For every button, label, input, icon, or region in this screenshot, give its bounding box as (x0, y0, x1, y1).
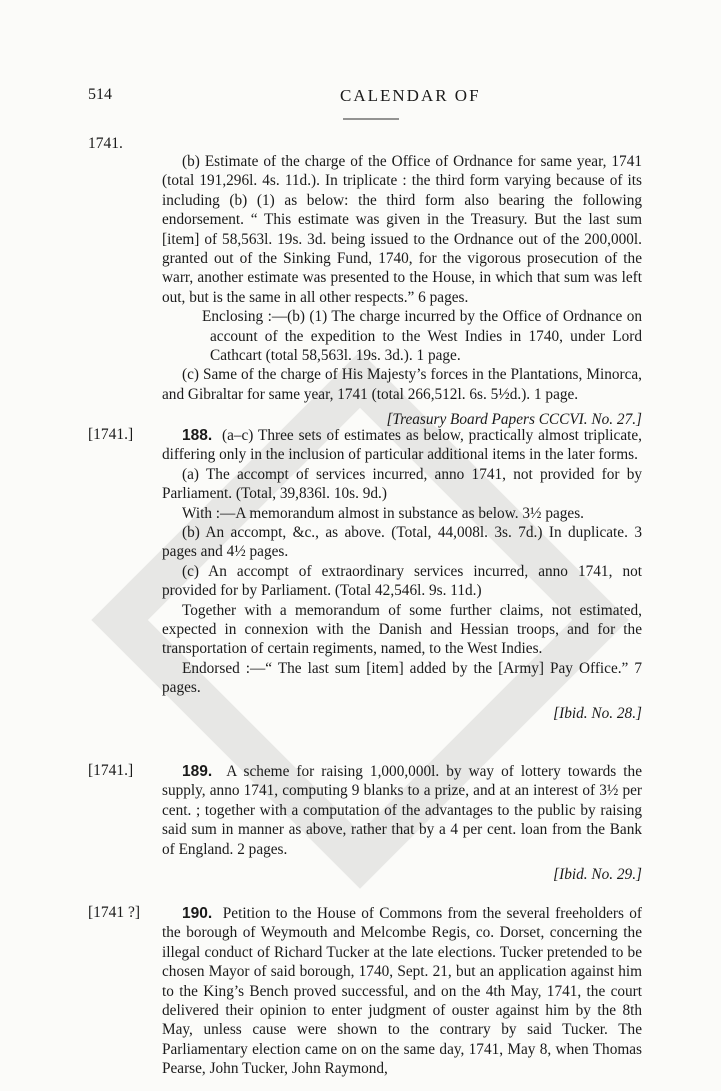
entry-189-text: A scheme for raising 1,000,000l. by way of lottery towards the supply, anno 1741, computing 9 blanks to a prize, and at an interest of 3½ per cent. ; together with a computation of the advantages to the public by raising said sum in manner as above, rather that by a 4 per cent. loan from the Bank of England. 2 pages. (162, 763, 642, 858)
page-number: 514 (88, 86, 112, 103)
item-c: (c) An accompt of extraordinary services incurred, anno 1741, not provided for by Parliament. (Total 42,546l. 9s. 11d.) (162, 562, 642, 600)
estimate-c: (c) Same of the charge of His Majesty’s forces in the Plantations, Minorca, and Gibraltar for same year, 1741 (total 266,512l. 6s. 5½d.). 1 page. (162, 366, 642, 403)
header-rule (343, 118, 399, 120)
enclosing-note: Enclosing :—(b) (1) The charge incurred by the Office of Ordnance on account of the expedition to the West Indies in 1740, under Lord Cathcart (total 58,563l. 19s. 3d.). 1 page. (202, 308, 642, 365)
estimate-b: (b) Estimate of the charge of the Office of Ordnance for same year, 1741 (total 191,296l. 4s. 11d.). In triplicate : the third form varying because of its including (b) (1) as below: the third form also bearing the following endorsement. “ This estimate was given in the Treasury. But the last sum [item] of 58,563l. 19s. 3d. being issued to the Ordnance out of the 200,000l. granted out of the Sinking Fund, 1740, for the vigorous prosecution of the warr, another estimate was presented to the House, in which that sum was left out, but is the same in all other respects.” 6 pages. (162, 153, 642, 306)
entry-187-continued (162, 152, 642, 430)
endorsed-note: Endorsed :—“ The last sum [item] added by the [Army] Pay Office.” 7 pages. (162, 659, 642, 697)
item-a: (a) The accompt of services incurred, anno 1741, not provided for by Parliament. (Total, 39,836l. 10s. 9d.) (162, 465, 642, 503)
entry-number-188: 188. (182, 427, 213, 444)
entry-190 (162, 904, 642, 1079)
entry-number-189: 189. (182, 763, 213, 780)
margin-date-189: [1741.] (88, 762, 134, 779)
item-b: (b) An accompt, &c., as above. (Total, 44,008l. 3s. 7d.) In duplicate. 3 pages and 4½ pages. (162, 524, 642, 561)
citation-189: [Ibid. No. 29.] (553, 866, 642, 884)
entry-190-text: Petition to the House of Commons from the several freeholders of the borough of Weymouth and Melcombe Regis, co. Dorset, concerning the illegal conduct of Richard Tucker at the late elections. Tucker pretended to be chosen Mayor of said borough, 1740, Sept. 21, but an application against him to the King’s Bench proved successful, and on the 4th May, 1741, the court delivered their opinion to enter judgment of ouster against him by the 8th May, unless cause were shown to the contrary by said Tucker. The Parliamentary election came on on the same day, 1741, May 8, when Thomas Pearse, John Tucker, John Raymond, (162, 905, 642, 1078)
citation-188: [Ibid. No. 28.] (553, 704, 642, 722)
with-memorandum: With :—A memorandum almost in substance as below. 3½ pages. (182, 504, 584, 522)
entry-189 (162, 762, 642, 884)
entry-188 (162, 426, 642, 723)
entry-number-190: 190. (182, 905, 213, 922)
margin-date-190: [1741 ?] (88, 904, 141, 921)
together-note: Together with a memorandum of some further claims, not estimated, expected in connexion with the Danish and Hessian troops, and for the transportation of certain regiments, named, to the West Indies. (162, 601, 642, 658)
margin-year: 1741. (88, 135, 123, 152)
running-title: CALENDAR OF (340, 86, 481, 105)
entry-188-intro: (a–c) Three sets of estimates as below, practically almost triplicate, differing only in the inclusion of particular additional items in the later forms. (162, 427, 642, 464)
citation-187: [Treasury Board Papers CCCVI. No. 27.] (386, 411, 642, 429)
margin-date-188: [1741.] (88, 426, 134, 443)
